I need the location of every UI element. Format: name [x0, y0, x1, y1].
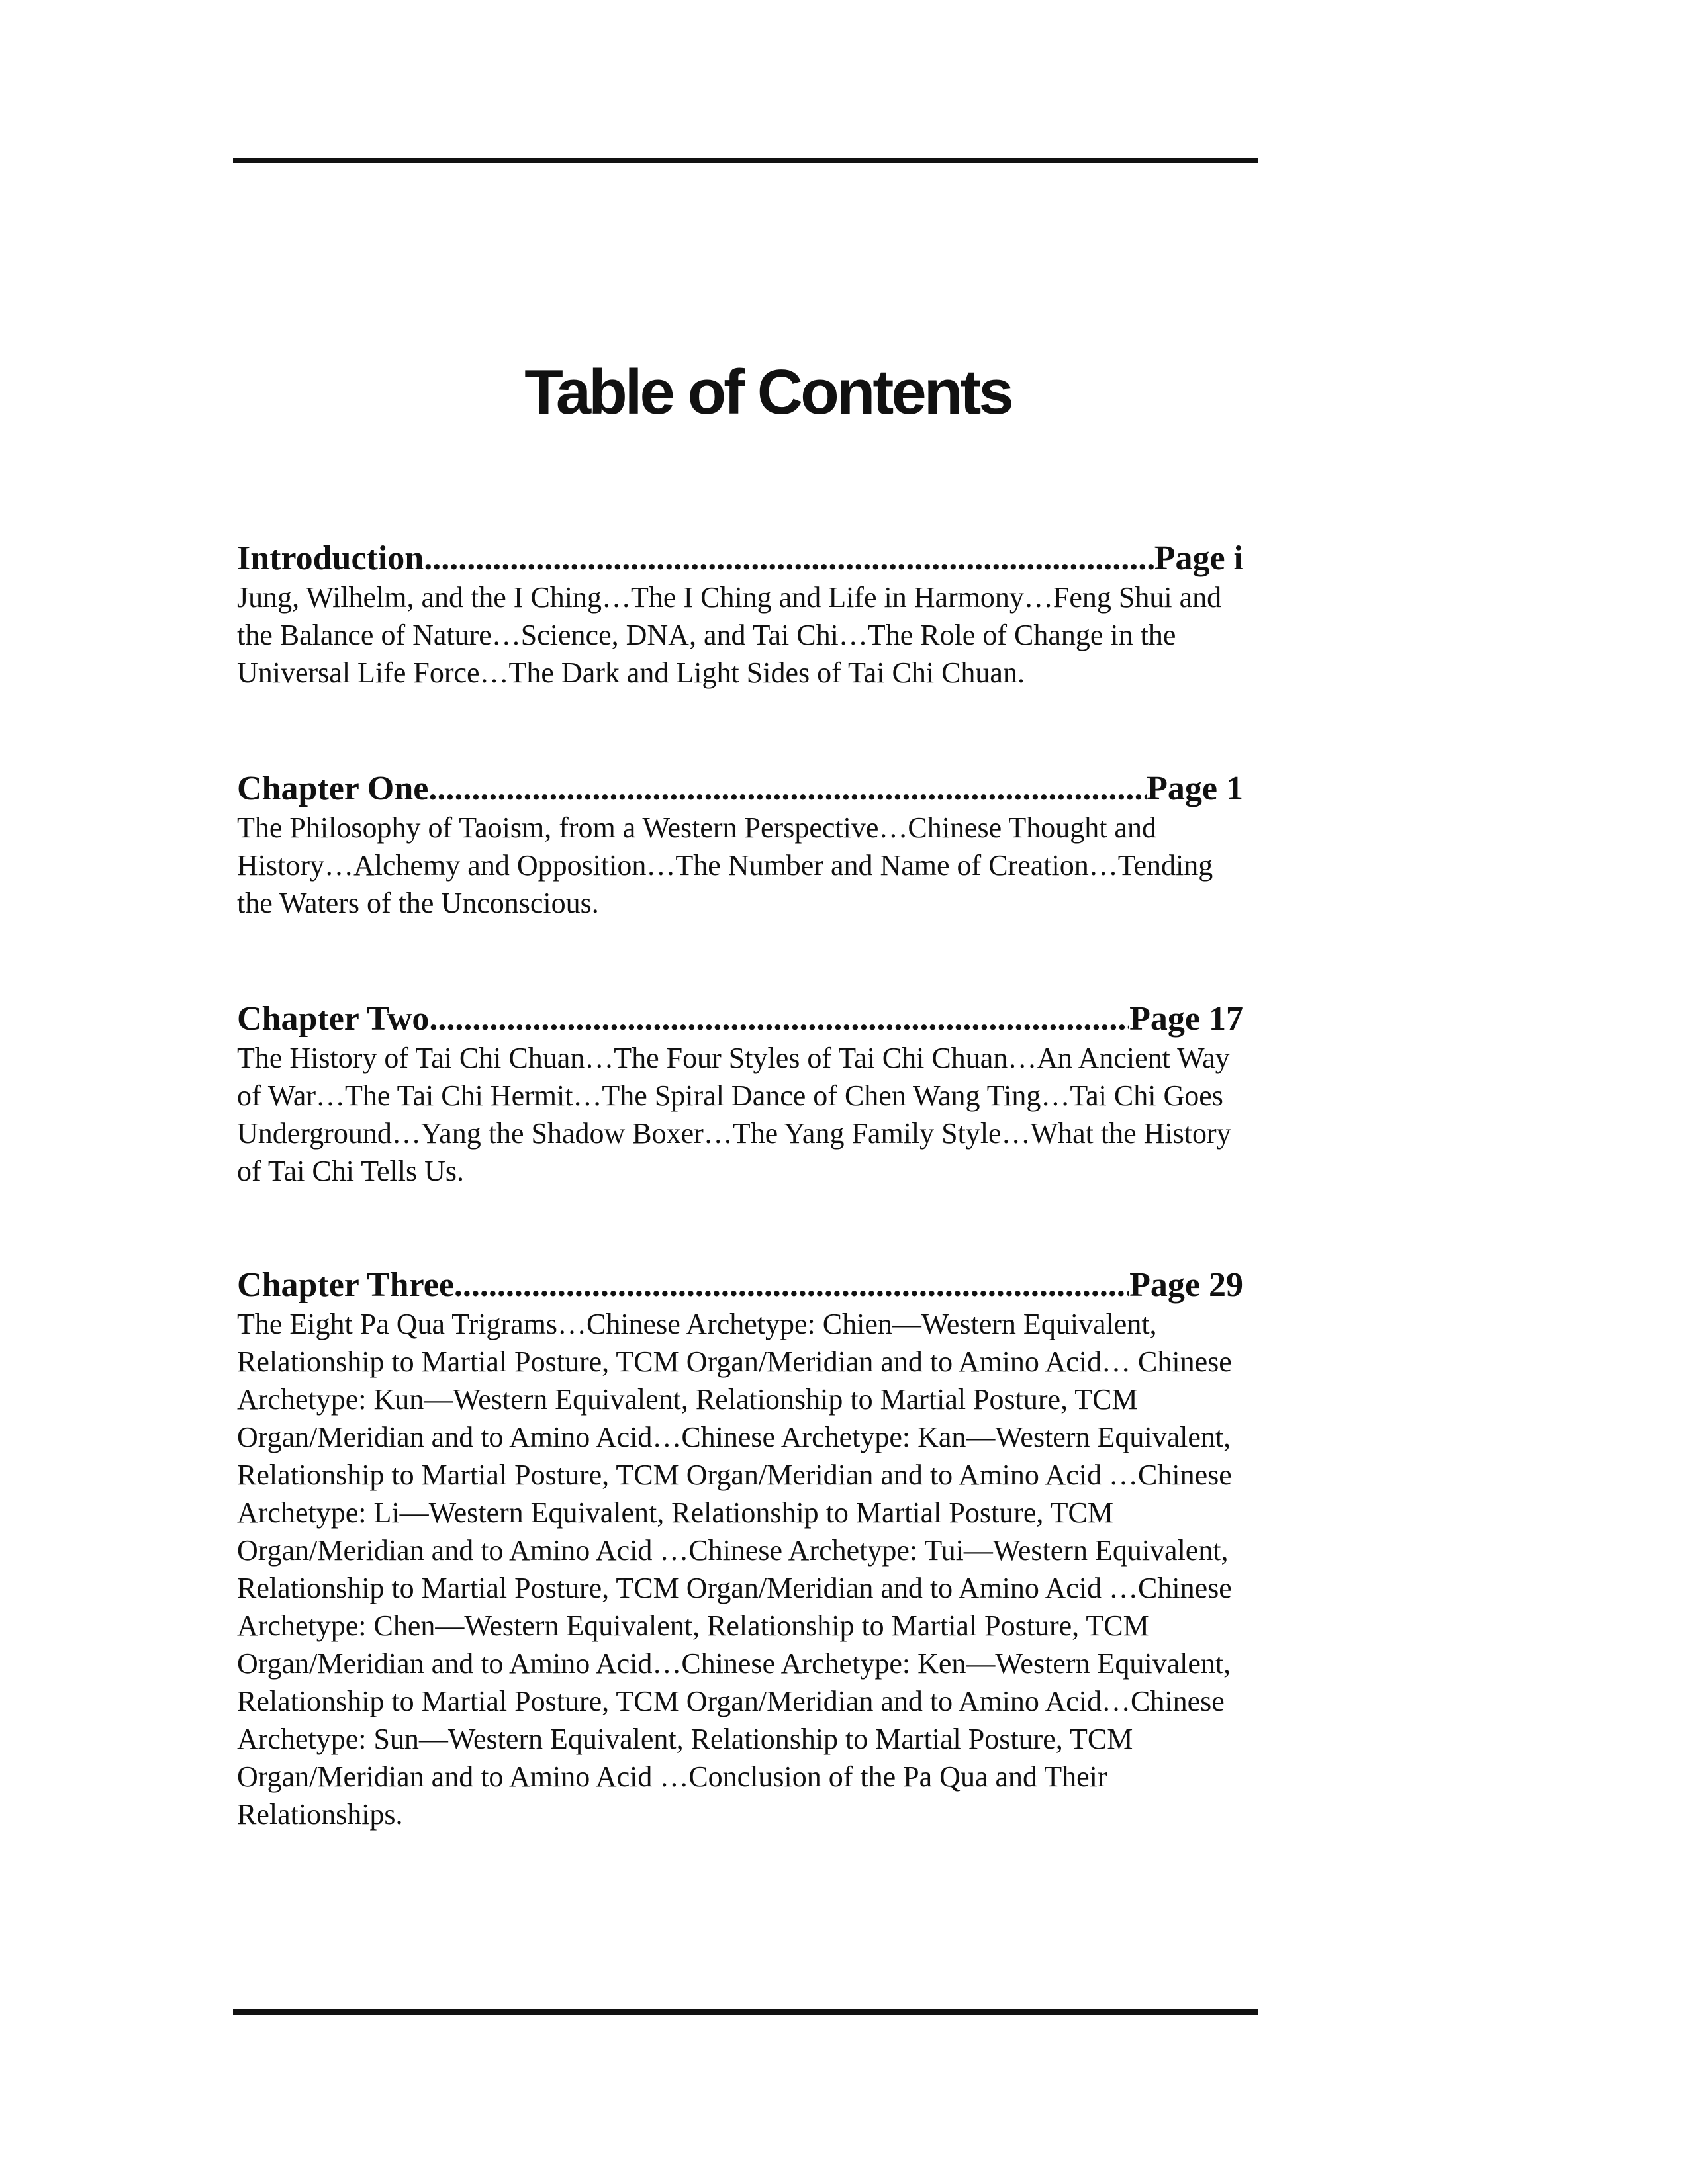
toc-entry-heading: Chapter Two [237, 1000, 430, 1038]
toc-entry-page: Page 17 [1129, 1000, 1243, 1038]
toc-entry-heading-line [237, 537, 1243, 580]
toc-entry-chapter-one [237, 768, 1243, 922]
toc-entry-description: Jung, Wilhelm, and the I Ching…The I Ching and Life in Harmony…Feng Shui and the Balance of Nature…Science, DNA, and Tai Chi…The Role of Change in the Universal Life Force…The Dark and Light Sides of Tai Chi Chuan. [237, 581, 1222, 689]
toc-entry-page: Page 1 [1147, 770, 1243, 807]
toc-entry-chapter-two [237, 998, 1243, 1190]
page-title-text: Table of Contents [524, 357, 1011, 428]
toc-entry-heading-line [237, 998, 1243, 1040]
toc-entry-description: The History of Tai Chi Chuan…The Four Styles of Tai Chi Chuan…An Ancient Way of War…The Tai Chi Hermit…The Spiral Dance of Chen Wang Ting…Tai Chi Goes Underground…Yang the Shadow Boxer…The Yang Family Style…What the History of Tai Chi Tells Us. [237, 1042, 1231, 1187]
toc-entry-heading-line [237, 768, 1243, 810]
toc-entry-page: Page i [1154, 539, 1243, 577]
top-rule [233, 158, 1258, 163]
dot-leader [424, 537, 1154, 580]
toc-entry-heading-line [237, 1264, 1243, 1306]
toc-entry-chapter-three [237, 1264, 1243, 1833]
page-title [0, 354, 1688, 430]
toc-entry-heading: Chapter One [237, 770, 429, 807]
dot-leader [428, 768, 1147, 810]
toc-entry-page: Page 29 [1129, 1266, 1243, 1304]
toc-entry-description: The Eight Pa Qua Trigrams…Chinese Archetype: Chien—Western Equivalent, Relationship to Martial Posture, TCM Organ/Meridian and to Amino Acid… Chinese Archetype: Kun—Western Equivalent, Relationship to Martial Posture, TCM Organ/Meridian and to Amino Acid…Chinese Archetype: Kan—Western Equivalent, Relationship to Martial Posture, TCM Organ/Meridian and to Amino Acid …Chinese Archetype: Li—Western Equivalent, Relationship to Martial Posture, TCM Organ/Meridian and to Amino Acid …Chinese Archetype: Tui—Western Equivalent, Relationship to Martial Posture, TCM Organ/Meridian and to Amino Acid …Chinese Archetype: Chen—Western Equivalent, Relationship to Martial Posture, TCM Organ/Meridian and to Amino Acid…Chinese Archetype: Ken—Western Equivalent, Relationship to Martial Posture, TCM Organ/Meridian and to Amino Acid…Chinese Archetype: Sun—Western Equivalent, Relationship to Martial Posture, TCM Organ/Meridian and to Amino Acid …Conclusion of the Pa Qua and Their Relationships. [237, 1308, 1232, 1831]
toc-entry-heading: Introduction [237, 539, 424, 577]
dot-leader [429, 998, 1129, 1040]
dot-leader [454, 1264, 1129, 1306]
toc-entry-description: The Philosophy of Taoism, from a Western Perspective…Chinese Thought and History…Alchemy and Opposition…The Number and Name of Creation…Tending the Waters of the Unconscious. [237, 811, 1213, 919]
toc-entry-introduction [237, 537, 1243, 692]
bottom-rule [233, 2009, 1258, 2015]
toc-entry-heading: Chapter Three [237, 1266, 454, 1304]
